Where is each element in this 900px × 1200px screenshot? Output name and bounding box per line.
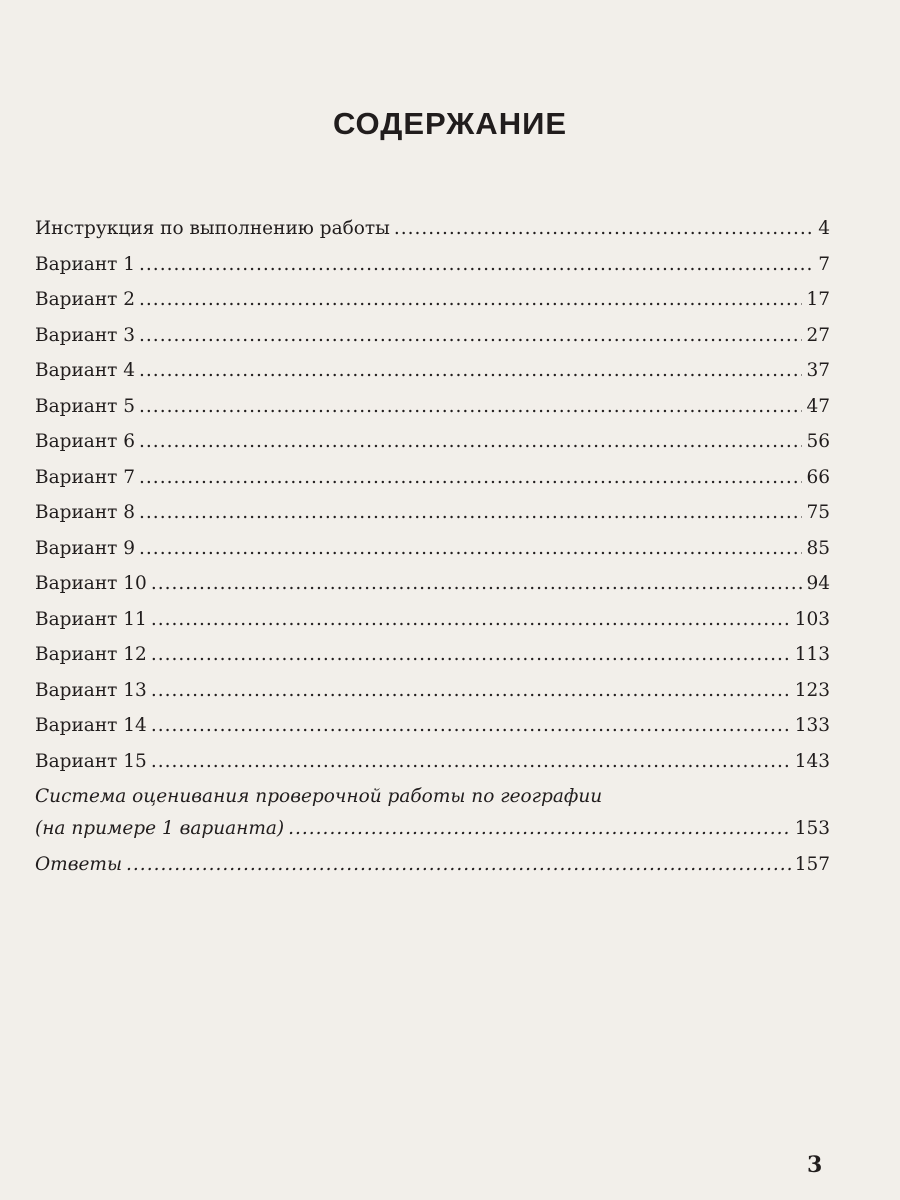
leader-dots <box>151 751 791 772</box>
toc-entry-page: 103 <box>794 608 830 630</box>
leader-dots <box>139 467 802 488</box>
toc-entry-label: Вариант 9 <box>35 537 136 559</box>
toc-entry-page: 47 <box>806 395 830 417</box>
toc-entry[interactable] <box>35 467 830 503</box>
toc-entry-page: 113 <box>794 644 830 665</box>
toc-entry[interactable] <box>35 609 830 645</box>
leader-dots <box>139 325 802 346</box>
toc-entry[interactable] <box>35 751 830 787</box>
toc-entry-page: 143 <box>794 750 830 772</box>
leader-dots <box>139 431 802 452</box>
leader-dots <box>126 854 791 875</box>
toc-entry-label: Инструкция по выполнению работы <box>35 218 390 239</box>
page-title: СОДЕРЖАНИЕ <box>332 106 568 141</box>
toc-entry-grading-line1 <box>35 786 830 818</box>
toc-entry-page: 75 <box>806 502 830 523</box>
table-of-contents <box>35 218 830 889</box>
toc-entry-label: Вариант 2 <box>35 289 136 310</box>
leader-dots <box>151 644 791 665</box>
leader-dots <box>394 218 814 239</box>
leader-dots <box>151 573 803 594</box>
toc-entry-page: 85 <box>806 537 830 559</box>
toc-entry[interactable] <box>35 360 830 396</box>
toc-entry-page: 7 <box>818 253 830 275</box>
leader-dots <box>139 396 802 417</box>
leader-dots <box>139 360 802 381</box>
toc-entry-page: 157 <box>794 853 830 875</box>
toc-entry-label: Вариант 11 <box>35 608 147 630</box>
leader-dots <box>151 609 791 630</box>
leader-dots <box>151 680 791 701</box>
toc-entry-label: (на примере 1 варианта) <box>35 818 285 839</box>
toc-entry[interactable] <box>35 396 830 432</box>
toc-entry-page: 17 <box>806 289 830 310</box>
toc-entry[interactable] <box>35 538 830 574</box>
toc-entry-label: Вариант 3 <box>35 324 136 346</box>
leader-dots <box>288 818 791 839</box>
toc-entry-page: 4 <box>818 218 830 239</box>
leader-dots <box>151 715 791 736</box>
toc-entry-label: Вариант 1 <box>35 253 136 275</box>
toc-entry-page: 123 <box>794 679 830 701</box>
toc-entry-label: Ответы <box>35 853 123 875</box>
toc-entry[interactable] <box>35 218 830 254</box>
toc-entry-page: 56 <box>806 431 830 452</box>
toc-entry-label: Вариант 8 <box>35 502 136 523</box>
toc-entry-page: 94 <box>806 573 830 594</box>
leader-dots <box>139 502 802 523</box>
toc-entry-label: Вариант 13 <box>35 679 147 701</box>
toc-entry[interactable] <box>35 680 830 716</box>
toc-entry-grading[interactable] <box>35 818 830 854</box>
toc-entry-label: Вариант 12 <box>35 644 147 665</box>
leader-dots <box>139 538 802 559</box>
toc-entry[interactable] <box>35 715 830 751</box>
toc-entry-label: Вариант 6 <box>35 431 136 452</box>
leader-dots <box>139 254 814 275</box>
toc-entry[interactable] <box>35 502 830 538</box>
toc-entry-label: Вариант 5 <box>35 395 136 417</box>
toc-entry-label: Вариант 14 <box>35 715 147 736</box>
toc-entry-label: Вариант 4 <box>35 360 136 381</box>
toc-entry[interactable] <box>35 325 830 361</box>
toc-entry-page: 27 <box>806 324 830 346</box>
toc-entry[interactable] <box>35 289 830 325</box>
toc-entry[interactable] <box>35 573 830 609</box>
toc-entry[interactable] <box>35 254 830 290</box>
toc-entry-answers[interactable] <box>35 854 830 890</box>
toc-entry[interactable] <box>35 431 830 467</box>
toc-entry[interactable] <box>35 644 830 680</box>
toc-entry-page: 133 <box>794 715 830 736</box>
toc-entry-page: 153 <box>794 818 830 839</box>
toc-entry-page: 66 <box>806 466 830 488</box>
toc-entry-label: Вариант 15 <box>35 750 147 772</box>
toc-entry-label: Вариант 7 <box>35 466 136 488</box>
toc-entry-page: 37 <box>806 360 830 381</box>
toc-entry-label: Система оценивания проверочной работы по географии <box>35 786 603 807</box>
toc-entry-label: Вариант 10 <box>35 573 147 594</box>
page-number: 3 <box>807 1152 823 1178</box>
leader-dots <box>139 289 802 310</box>
